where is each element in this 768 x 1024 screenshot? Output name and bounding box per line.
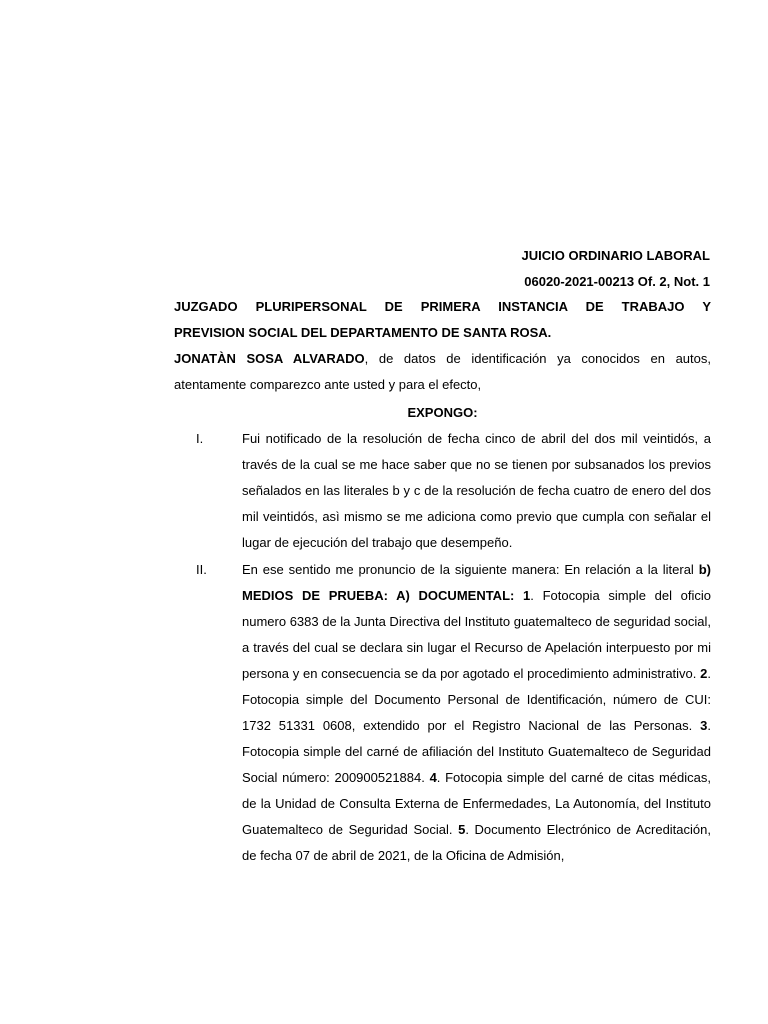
evidence-number: 3: [700, 718, 708, 733]
item-text: Fui notificado de la resolución de fecha cinco de abril del dos mil veintidós, a través de la cual se me hace saber que no se tienen por subsanados los previos señalados en las literales b y c de la resolución de fecha cuatro de enero del dos mil veintidós, asì mismo se me adiciona como previo que cumpla con señalar el lugar de ejecución del trabajo que desempeño.: [242, 431, 711, 550]
evidence-text: . Fotocopia simple del carné de afiliación del Instituto Guatemalteco de Seguridad Social número: 200900521884.: [242, 718, 711, 785]
case-type: JUICIO ORDINARIO LABORAL: [521, 248, 710, 263]
evidence-text: . Fotocopia simple del carné de citas médicas, de la Unidad de Consulta Externa de Enfermedades, La Autonomía, del Instituto Guatemalteco de Seguridad Social.: [242, 770, 711, 837]
evidence-number: 5: [458, 822, 466, 837]
evidence-text: . Fotocopia simple del Documento Personal de Identificación, número de CUI: 1732 51331 0608, extendido por el Registro Nacional de las Personas.: [242, 666, 711, 733]
court-line-1: JUZGADO PLURIPERSONAL DE PRIMERA INSTANCIA DE TRABAJO Y: [174, 299, 711, 314]
item-text: [242, 557, 711, 869]
intro-text: , de datos de identificación ya conocidos en autos, atentamente comparezco ante usted y para el efecto,: [174, 351, 711, 392]
evidence-number: 4: [429, 770, 437, 785]
item-number: II.: [196, 562, 207, 577]
evidence-text: . Documento Electrónico de Acreditación, de fecha 07 de abril de 2021, de la Oficina de Admisión,: [242, 822, 711, 863]
court-line-2: PREVISION SOCIAL DEL DEPARTAMENTO DE SANTA ROSA.: [174, 325, 552, 340]
case-number: 06020-2021-00213 Of. 2, Not. 1: [524, 274, 710, 289]
section-heading: EXPONGO:: [407, 405, 478, 420]
evidence-number: 1: [523, 588, 531, 603]
evidence-text: . Fotocopia simple del oficio numero 6383 de la Junta Directiva del Instituto guatemalteco de seguridad social, a través del cual se declara sin lugar el Recurso de Apelación interpuesto por mi persona y en consecuencia se da por agotado el procedimiento administrativo.: [242, 588, 712, 681]
petitioner-name: JONATÀN SOSA ALVARADO: [174, 351, 365, 366]
item-text-intro: En ese sentido me pronuncio de la siguiente manera: En relación a la literal: [242, 562, 699, 577]
item-number: I.: [196, 431, 204, 446]
evidence-number: 2: [700, 666, 708, 681]
intro-paragraph: [174, 346, 711, 398]
evidence-heading: b) MEDIOS DE PRUEBA: A) DOCUMENTAL:: [242, 562, 711, 603]
